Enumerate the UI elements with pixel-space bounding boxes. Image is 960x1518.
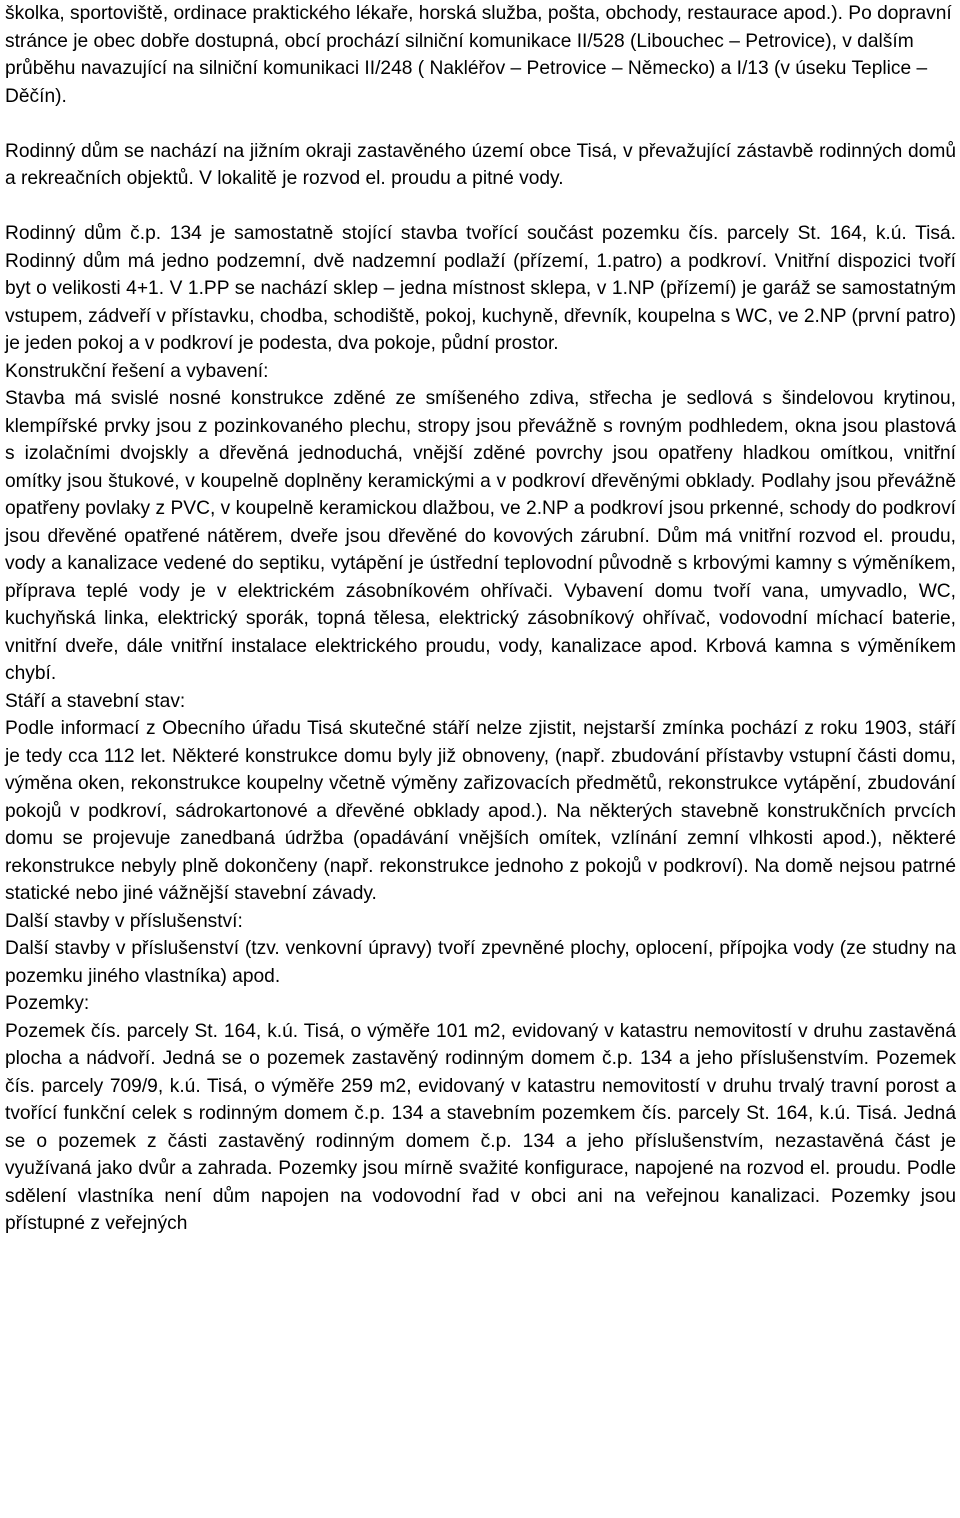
location-paragraph: Rodinný dům se nachází na jižním okraji zastavěného území obce Tisá, v převažující zástavbě rodinných domů a rekreačních objektů. V lokalitě je rozvod el. proudu a pitné vody. <box>5 140 956 189</box>
description-paragraph: Rodinný dům č.p. 134 je samostatně stojící stavba tvořící součást pozemku čís. parcely St. 164, k.ú. Tisá. Rodinný dům má jedno podzemní, dvě nadzemní podlaží (přízemí, 1.patro) a podkroví. Vnitřní dispozici tvoří byt o velikosti 4+1. V 1.PP se nachází sklep – jedna místnost sklepa, v 1.NP (přízemí) je garáž se samostatným vstupem, zádveří v přístavku, chodba, schodiště, pokoj, kuchyně, dřevník, koupelna s WC, ve 2.NP (první patro) je jeden pokoj a v podkroví je podesta, dva pokoje, půdní prostor. <box>5 223 956 354</box>
construction-paragraph: Stavba má svislé nosné konstrukce zděné ze smíšeného zdiva, střecha je sedlová s šindelovou krytinou, klempířské prvky jsou z pozinkovaného plechu, stropy jsou převážně s rovným podhledem, okna jsou plastová s izolačními dvojskly a dřevěná jednoduchá, vnější zděné povrchy jsou opatřeny hladkou omítkou, vnitřní omítky jsou štukové, v koupelně doplněny keramickými a v podkroví dřevěnými obklady. Podlahy jsou převážně opatřeny povlaky z PVC, v koupelně keramickou dlažbou, ve 2.NP a podkroví jsou prkenné, schody do podkroví jsou dřevěné opatřené nátěrem, dveře jsou dřevěné do kovových zárubní. Dům má vnitřní rozvod el. proudu, vody a kanalizace vedené do septiku, vytápění je ústřední teplovodní původně s krbovými kamny s výměníkem, příprava teplé vody je v elektrickém zásobníkovém ohřívači. Vybavení domu tvoří vana, umyvadlo, WC, kuchyňská linka, elektrický sporák, topná tělesa, elektrický zásobníkový ohřívač, vodovodní míchací baterie, vnitřní dveře, dále vnitřní instalace elektrického proudu, vody, kanalizace apod. Krbová kamna s výměníkem chybí. <box>5 388 956 684</box>
intro-paragraph: školka, sportoviště, ordinace praktického lékaře, horská služba, pošta, obchody, restaurace apod.). Po dopravní stránce je obec dobře dostupná, obcí prochází silniční komunikace II/528 (Libouchec – Petrovice), v dalším průběhu navazující na silniční komunikaci II/248 ( Nakléřov – Petrovice – Německo) a I/13 (v úseku Teplice – Děčín). <box>5 3 952 107</box>
age-heading: Stáří a stavební stav: <box>5 690 186 712</box>
document-page <box>5 0 956 1238</box>
construction-heading: Konstrukční řešení a vybavení: <box>5 360 269 382</box>
accessories-paragraph: Další stavby v příslušenství (tzv. venkovní úpravy) tvoří zpevněné plochy, oplocení, přípojka vody (ze studny na pozemku jiného vlastníka) apod. <box>5 938 956 987</box>
land-heading: Pozemky: <box>5 993 90 1014</box>
land-paragraph: Pozemek čís. parcely St. 164, k.ú. Tisá, o výměře 101 m2, evidovaný v katastru nemovitostí v druhu zastavěná plocha a nádvoří. Jedná se o pozemek zastavěný rodinným domem č.p. 134 a jeho příslušenstvím. Pozemek čís. parcely 709/9, k.ú. Tisá, o výměře 259 m2, evidovaný v katastru nemovitostí v druhu trvalý travní porost a tvořící funkční celek s rodinným domem č.p. 134 a stavebním pozemkem čís. parcely St. 164, k.ú. Tisá. Jedná se o pozemek z části zastavěný rodinným domem č.p. 134 a jeho příslušenstvím, nezastavěná část je využívaná jako dvůr a zahrada. Pozemky jsou mírně svažité konfigurace, napojené na rozvod el. proudu. Podle sdělení vlastníka není dům napojen na vodovodní řad v obci ani na veřejnou kanalizaci. Pozemky jsou přístupné z veřejných <box>5 1020 956 1234</box>
accessories-heading: Další stavby v příslušenství: <box>5 910 243 932</box>
age-paragraph: Podle informací z Obecního úřadu Tisá skutečné stáří nelze zjistit, nejstarší zmínka pochází z roku 1903, stáří je tedy cca 112 let. Některé konstrukce domu byly již obnoveny, (např. zbudování přístavby vstupní části domu, výměna oken, rekonstrukce koupelny včetně výměny zařizovacích předmětů, rekonstrukce vytápění, zbudování pokojů v podkroví, sádrokartonové a dřevěné obklady apod.). Na některých stavebně konstrukčních prvcích domu se projevuje zanedbaná údržba (opadávání vnějších omítek, vzlínání zemní vlhkosti apod.), některé rekonstrukce nebyly plně dokončeny (např. rekonstrukce jednoho z pokojů v podkroví). Na domě nejsou patrné statické nebo jiné vážnější stavební závady. <box>5 718 956 904</box>
